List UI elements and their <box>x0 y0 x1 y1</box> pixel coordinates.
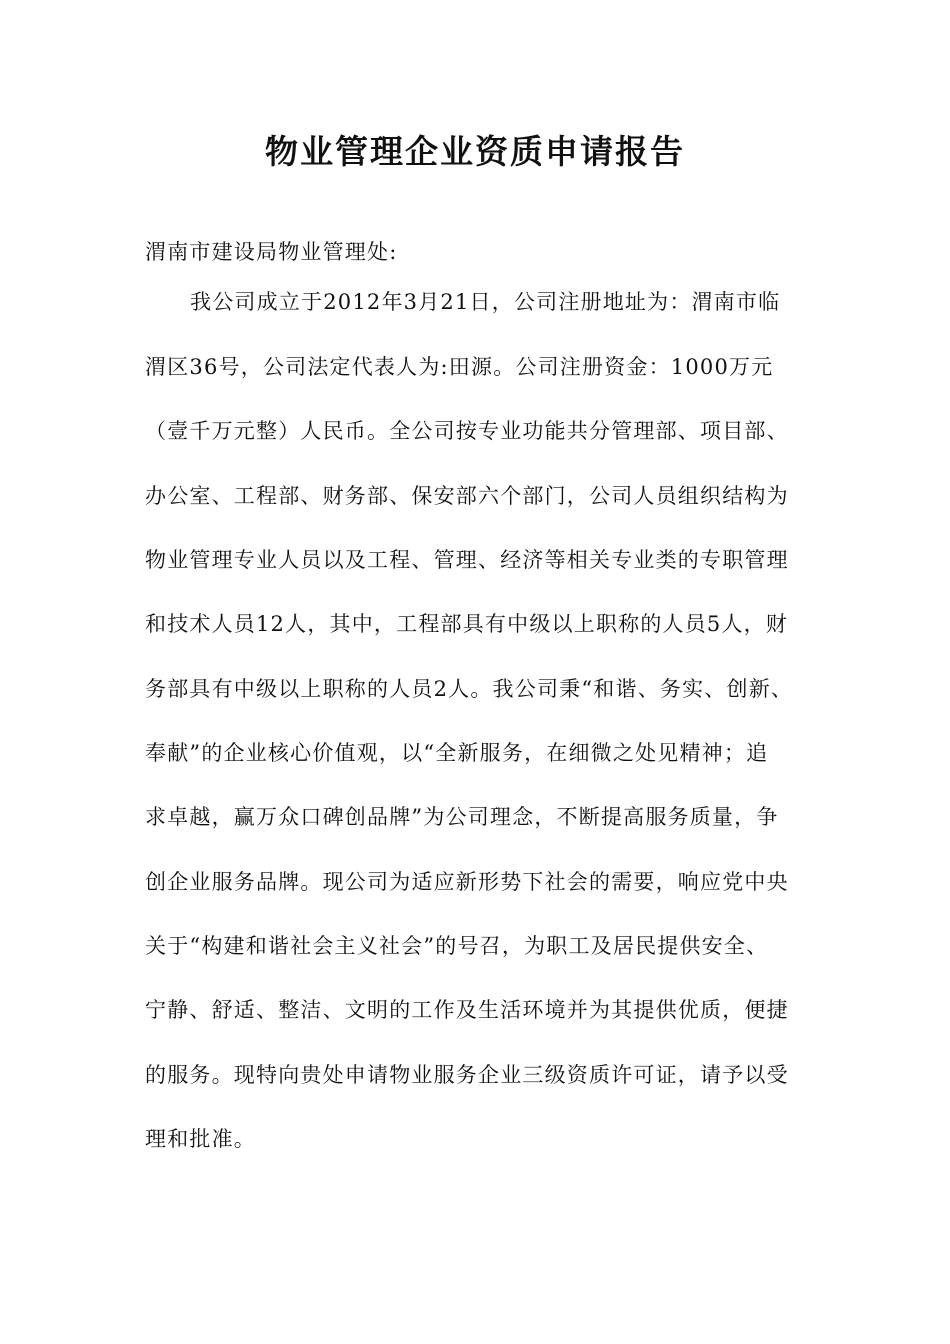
body-line: （壹千万元整）人民币。全公司按专业功能共分管理部、项目部、 <box>145 419 789 443</box>
body-line: 关于“构建和谐社会主义社会”的号召，为职工及居民提供安全、 <box>145 934 769 958</box>
body-line: 创企业服务品牌。现公司为适应新形势下社会的需要，响应党中央 <box>145 870 789 894</box>
body-line: 宁静、舒适、整洁、文明的工作及生活环境并为其提供优质，便捷 <box>145 998 789 1022</box>
body-line: 渭区36号，公司法定代表人为:田源。公司注册资金：1000万元 <box>145 355 774 379</box>
document-title: 物业管理企业资质申请报告 <box>265 132 685 171</box>
body-line: 和技术人员12人，其中，工程部具有中级以上职称的人员5人，财 <box>145 612 789 636</box>
body-line: 务部具有中级以上职称的人员2人。我公司秉“和谐、务实、创新、 <box>145 677 794 701</box>
body-line: 我公司成立于2012年3月21日，公司注册地址为：渭南市临 <box>190 290 781 314</box>
body-line: 办公室、工程部、财务部、保安部六个部门，公司人员组织结构为 <box>145 484 789 508</box>
body-line: 理和批准。 <box>145 1127 256 1151</box>
body-line: 物业管理专业人员以及工程、管理、经济等相关专业类的专职管理 <box>145 548 789 572</box>
salutation: 渭南市建设局物业管理处: <box>145 240 398 264</box>
body-line: 求卓越，赢万众口碑创品牌”为公司理念，不断提高服务质量，争 <box>145 805 779 829</box>
body-line: 奉献”的企业核心价值观，以“全新服务，在细微之处见精神；追 <box>145 741 769 765</box>
body-line: 的服务。现特向贵处申请物业服务企业三级资质许可证，请予以受 <box>145 1063 789 1087</box>
